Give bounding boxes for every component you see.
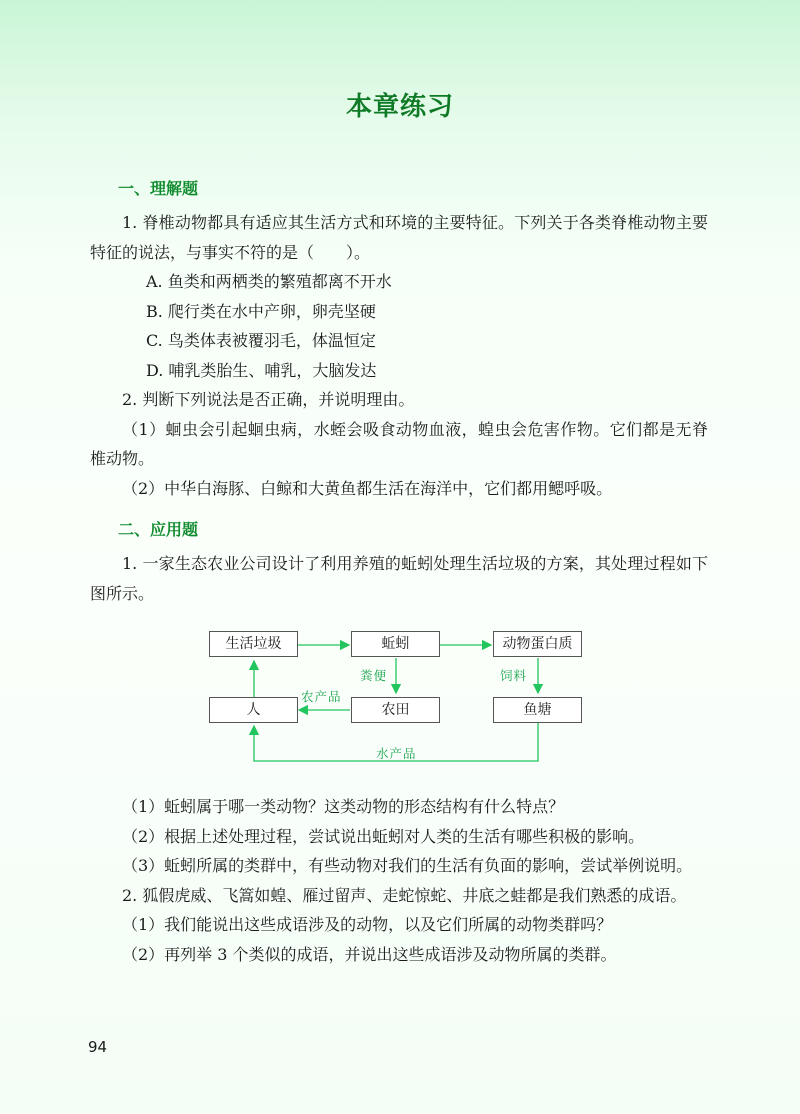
application-question-1: 1. 一家生态农业公司设计了利用养殖的蚯蚓处理生活垃圾的方案，其处理过程如下图所示。 — [90, 554, 708, 603]
section-heading-application: 二、应用题 — [118, 520, 199, 539]
label-agricultural-products: 农产品 — [301, 689, 342, 704]
label-feed: 饲料 — [500, 668, 528, 683]
option-c: C. 鸟类体表被覆羽毛，体温恒定 — [146, 331, 376, 350]
box-garbage: 生活垃圾 — [209, 631, 298, 657]
application-question-2-item-1: （1）我们能说出这些成语涉及的动物，以及它们所属的动物类群吗？ — [122, 915, 613, 934]
question-2-item-2: （2）中华白海豚、白鲸和大黄鱼都生活在海洋中，它们都用鳃呼吸。 — [122, 478, 613, 498]
label-aquatic-products: 水产品 — [376, 746, 417, 761]
application-question-2-item-2: （2）再列举 3 个类似的成语，并说出这些成语涉及动物所属的类群。 — [122, 944, 617, 964]
box-person: 人 — [209, 697, 298, 723]
application-question-1-item-1: （1）蚯蚓属于哪一类动物？这类动物的形态结构有什么特点？ — [122, 797, 565, 816]
box-earthworm: 蚯蚓 — [351, 631, 440, 657]
section-heading-comprehension: 一、理解题 — [118, 179, 199, 198]
option-a: A. 鱼类和两栖类的繁殖都离不开水 — [146, 272, 392, 291]
option-d: D. 哺乳类胎生、哺乳，大脑发达 — [146, 360, 377, 380]
application-question-2: 2. 狐假虎威、飞篙如蝗、雁过留声、走蛇惊蛇、井底之蛙都是我们熟悉的成语。 — [122, 885, 687, 905]
application-question-1-item-2: （2）根据上述处理过程，尝试说出蚯蚓对人类的生活有哪些积极的影响。 — [122, 826, 645, 846]
question-2: 2. 判断下列说法是否正确，并说明理由。 — [122, 390, 415, 409]
page-title: 本章练习 — [345, 92, 454, 122]
exercise-content — [90, 176, 708, 969]
page-number: 94 — [88, 1038, 108, 1056]
flow-diagram — [90, 623, 708, 778]
application-question-1-item-3: （3）蚯蚓所属的类群中，有些动物对我们的生活有负面的影响，尝试举例说明。 — [122, 856, 693, 875]
label-feces: 粪便 — [360, 668, 388, 683]
option-b: B. 爬行类在水中产卵，卵壳坚硬 — [146, 301, 376, 321]
box-fishpond: 鱼塘 — [493, 697, 582, 723]
question-2-item-1: （1）蛔虫会引起蛔虫病，水蛭会吸食动物血液，蝗虫会危害作物。它们都是无脊椎动物。 — [90, 419, 708, 468]
box-animal-protein: 动物蛋白质 — [493, 631, 582, 657]
question-1: 1. 脊椎动物都具有适应其生活方式和环境的主要特征。下列关于各类脊椎动物主要特征的说法，与事实不符的是（ ）。 — [90, 213, 708, 262]
box-farmland: 农田 — [351, 697, 440, 723]
